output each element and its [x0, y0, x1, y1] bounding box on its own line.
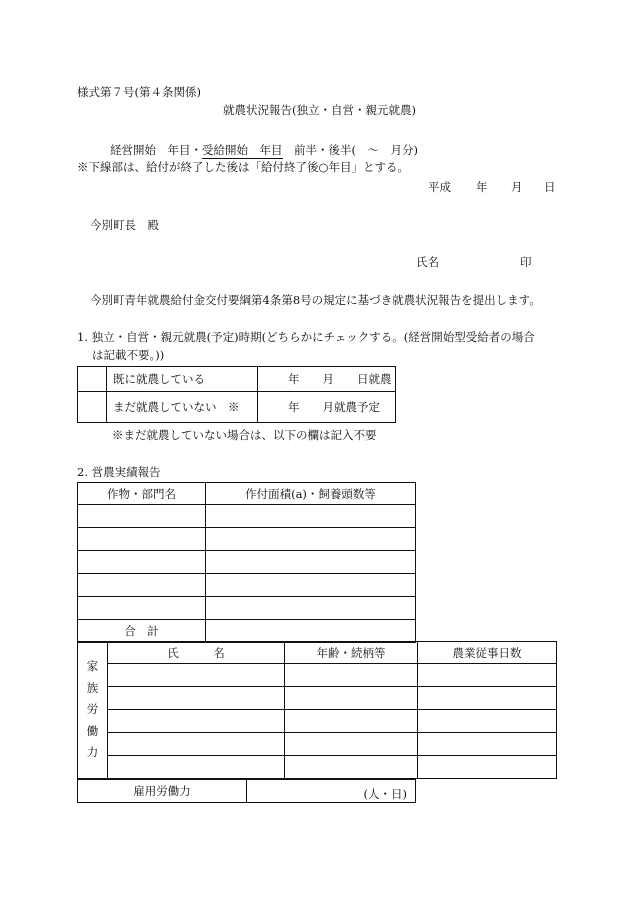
- total-label: 合 計: [78, 620, 206, 643]
- document-title: 就農状況報告(独立・自営・親元就農): [223, 103, 416, 117]
- date-day: 日: [544, 180, 556, 194]
- family-age-cell[interactable]: [285, 710, 418, 733]
- crop-table: [77, 482, 416, 643]
- table-row: [78, 710, 557, 733]
- crop-name-cell[interactable]: [78, 551, 206, 574]
- table-row: [78, 756, 557, 779]
- table-row: [78, 574, 416, 597]
- table-row: [78, 642, 557, 664]
- family-header-days: 農業従事日数: [418, 642, 557, 664]
- family-name-cell[interactable]: [108, 687, 285, 710]
- family-days-cell[interactable]: [418, 756, 557, 779]
- section1-heading-cont: は記載不要。)): [92, 348, 165, 362]
- family-days-cell[interactable]: [418, 733, 557, 756]
- intro-text: 今別町青年就農給付金交付要綱第4条第8号の規定に基づき就農状況報告を提出します。: [90, 293, 541, 307]
- crop-name-cell[interactable]: [78, 505, 206, 528]
- family-name-cell[interactable]: [108, 664, 285, 687]
- table-row: [78, 733, 557, 756]
- name-label: 氏名: [416, 255, 439, 269]
- table-row: [78, 620, 416, 643]
- date-already[interactable]: 年 月 日就農: [258, 367, 396, 392]
- table-row: [78, 528, 416, 551]
- crop-area-cell[interactable]: [206, 597, 416, 620]
- underline-note: ※下線部は、給付が終了した後は「給付終了後○年目」とする。: [77, 160, 410, 174]
- table-row: [78, 367, 396, 392]
- family-age-cell[interactable]: [285, 756, 418, 779]
- crop-area-cell[interactable]: [206, 551, 416, 574]
- date-era: 平成: [428, 180, 451, 194]
- period-suffix: 前半・後半( ～ 月分): [282, 143, 418, 157]
- vertical-char: 力: [86, 745, 99, 760]
- crop-area-cell[interactable]: [206, 505, 416, 528]
- date-month: 月: [511, 180, 523, 194]
- family-name-cell[interactable]: [108, 733, 285, 756]
- table-row: [78, 483, 416, 505]
- farming-start-table: [77, 366, 396, 423]
- crop-area-cell[interactable]: [206, 528, 416, 551]
- table-row: [78, 664, 557, 687]
- family-name-cell[interactable]: [108, 710, 285, 733]
- hired-labor-value[interactable]: (人・日): [247, 780, 416, 803]
- date-year: 年: [476, 180, 488, 194]
- family-labor-label: [78, 642, 108, 779]
- table-row: [78, 392, 396, 423]
- family-days-cell[interactable]: [418, 664, 557, 687]
- form-number: 様式第７号(第４条関係): [77, 85, 201, 99]
- date-not-yet[interactable]: 年 月就農予定: [258, 392, 396, 423]
- label-already: 既に就農している: [107, 367, 258, 392]
- total-value-cell[interactable]: [206, 620, 416, 643]
- label-not-yet: まだ就農していない ※: [107, 392, 258, 423]
- family-name-cell[interactable]: [108, 756, 285, 779]
- crop-area-cell[interactable]: [206, 574, 416, 597]
- vertical-char: 族: [86, 680, 99, 695]
- family-days-cell[interactable]: [418, 710, 557, 733]
- family-age-cell[interactable]: [285, 664, 418, 687]
- crop-name-cell[interactable]: [78, 597, 206, 620]
- table-row: [78, 597, 416, 620]
- check-cell-already[interactable]: [78, 367, 107, 392]
- crop-name-cell[interactable]: [78, 574, 206, 597]
- crop-name-cell[interactable]: [78, 528, 206, 551]
- table-row: [78, 551, 416, 574]
- addressee: 今別町長 殿: [90, 218, 159, 232]
- table-row: [78, 505, 416, 528]
- crop-header-area: 作付面積(a)・飼養頭数等: [206, 483, 416, 505]
- section1-heading: 1. 独立・自営・親元就農(予定)時期(どちらかにチェックする。(経営開始型受給者の場合: [77, 330, 535, 344]
- hired-labor-table: [77, 779, 416, 803]
- vertical-char: 家: [86, 659, 99, 674]
- section2-heading: 2. 営農実績報告: [77, 465, 161, 479]
- family-header-age: 年齢・続柄等: [285, 642, 418, 664]
- family-days-cell[interactable]: [418, 687, 557, 710]
- period-prefix: 経営開始 年目・: [110, 143, 202, 157]
- vertical-char: 労: [86, 702, 99, 717]
- family-labor-table: [77, 641, 557, 779]
- family-age-cell[interactable]: [285, 687, 418, 710]
- hired-labor-label: 雇用労働力: [78, 780, 247, 803]
- family-age-cell[interactable]: [285, 733, 418, 756]
- table-row: [78, 687, 557, 710]
- section1-note: ※まだ就農していない場合は、以下の欄は記入不要: [112, 428, 377, 442]
- seal-label: 印: [520, 255, 532, 269]
- vertical-char: 働: [86, 723, 99, 738]
- period-line: [110, 145, 418, 157]
- table-row: [78, 780, 416, 803]
- check-cell-not-yet[interactable]: [78, 392, 107, 423]
- family-header-name: 氏 名: [108, 642, 285, 664]
- crop-header-name: 作物・部門名: [78, 483, 206, 505]
- period-underlined: 受給開始 年目: [202, 143, 283, 157]
